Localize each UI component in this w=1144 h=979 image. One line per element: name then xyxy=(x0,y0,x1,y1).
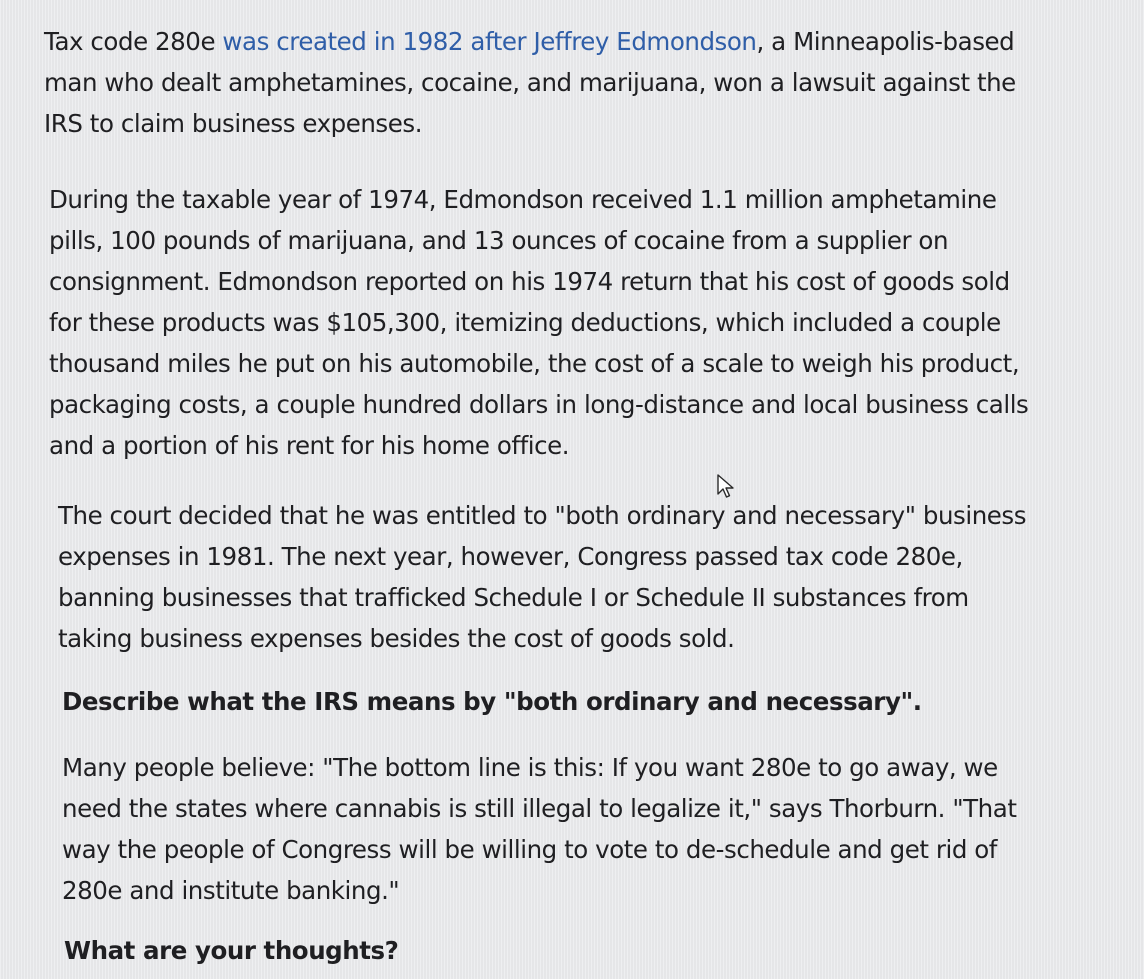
intro-line-3: IRS to claim business expenses. xyxy=(44,109,423,138)
ruling-line-4: taking business expenses besides the cost of goods sold. xyxy=(58,624,735,653)
intro-line-1 xyxy=(44,21,1016,62)
intro-post-link: , a Minneapolis-based xyxy=(756,27,1015,56)
quote-paragraph xyxy=(62,747,1016,911)
source-link[interactable]: was created in 1982 after Jeffrey Edmondson xyxy=(222,27,757,56)
mouse-pointer-icon xyxy=(716,474,738,500)
ruling-paragraph xyxy=(58,495,1026,659)
ruling-line-3: banning businesses that trafficked Schedule I or Schedule II substances from xyxy=(58,583,969,612)
background-line-7: and a portion of his rent for his home office. xyxy=(49,431,570,460)
background-line-4: for these products was $105,300, itemizing deductions, which included a couple xyxy=(49,308,1001,337)
quote-line-4: 280e and institute banking." xyxy=(62,876,400,905)
ruling-line-1: The court decided that he was entitled to "both ordinary and necessary" business xyxy=(58,501,1027,530)
background-line-5: thousand miles he put on his automobile, the cost of a scale to weigh his product, xyxy=(49,349,1020,378)
question-thoughts: What are your thoughts? xyxy=(64,936,399,965)
intro-pre-link: Tax code 280e xyxy=(44,27,223,56)
intro-line-2: man who dealt amphetamines, cocaine, and marijuana, won a lawsuit against the xyxy=(44,68,1016,97)
ruling-line-2: expenses in 1981. The next year, however, Congress passed tax code 280e, xyxy=(58,542,963,571)
background-line-2: pills, 100 pounds of marijuana, and 13 ounces of cocaine from a supplier on xyxy=(49,226,949,255)
quote-line-1: Many people believe: "The bottom line is this: If you want 280e to go away, we xyxy=(62,753,998,782)
background-paragraph xyxy=(49,179,1028,466)
background-line-6: packaging costs, a couple hundred dollars in long-distance and local business calls xyxy=(49,390,1029,419)
intro-paragraph xyxy=(44,21,1016,144)
quote-line-2: need the states where cannabis is still illegal to legalize it," says Thorburn. "That xyxy=(62,794,1017,823)
question-ordinary-necessary: Describe what the IRS means by "both ordinary and necessary". xyxy=(62,687,922,716)
quote-line-3: way the people of Congress will be willing to vote to de-schedule and get rid of xyxy=(62,835,997,864)
background-line-3: consignment. Edmondson reported on his 1974 return that his cost of goods sold xyxy=(49,267,1010,296)
background-line-1: During the taxable year of 1974, Edmondson received 1.1 million amphetamine xyxy=(49,185,997,214)
